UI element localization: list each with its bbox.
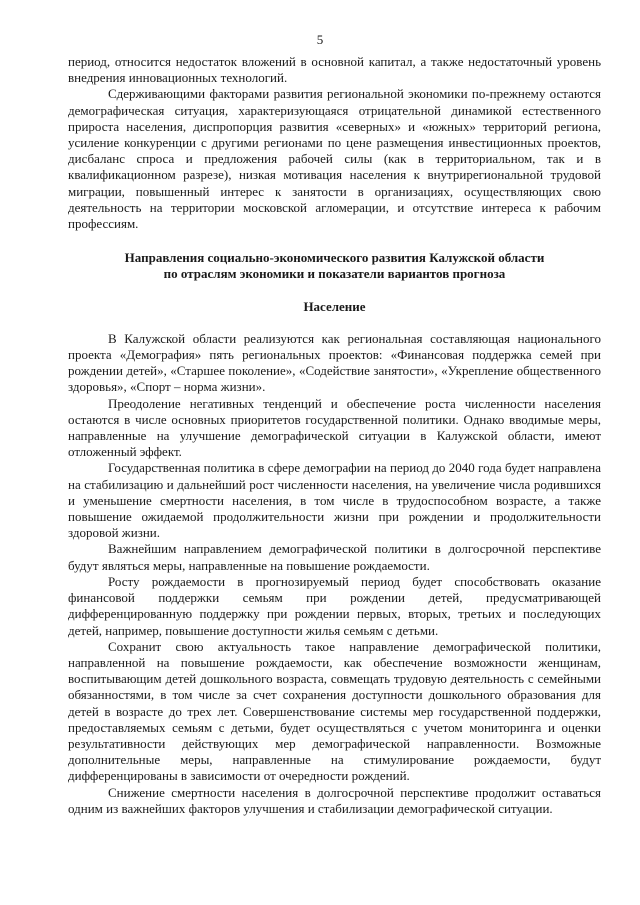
- page-number: 5: [316, 32, 324, 47]
- section-heading-line1: Направления социально-экономического развития Калужской области: [124, 250, 545, 266]
- paragraph-continuation: период, относится недостаток вложений в основной капитал, а также недостаточный уровень внедрения инновационных технологий.: [68, 54, 601, 86]
- paragraph-key-direction: Важнейшим направлением демографической политики в долгосрочной перспективе будут являться меры, направленные на повышение рождаемости.: [68, 541, 601, 573]
- paragraph-demography-policy: Государственная политика в сфере демографии на период до 2040 года будет направлена на стабилизацию и дальнейший рост численности населения, на увеличение числа родившихся и уменьшение смертности населения, в том числе в трудоспособном возрасте, а также повышение ожидаемой продолжительности жизни при рождении и продолжительности здоровой жизни.: [68, 460, 601, 541]
- paragraph-constraints: Сдерживающими факторами развития региональной экономики по-прежнему остаются демографическая ситуация, характеризующаяся отрицательной динамикой естественного прироста населения, диспропорция развития «северных» и «южных» территорий региона, усиление конкуренции с другими регионами по цене размещения инвестиционных проектов, дисбаланс спроса и предложения рабочей силы (как в территориальном, так и в квалификационном разрезе), низкая мотивация населения к внутрирегиональной трудовой миграции, повышенный интерес к занятости в организациях, осуществляющих свою деятельность на территории московской агломерации, и отсутствие интереса к рабочим профессиям.: [68, 86, 601, 232]
- paragraph-mortality: Снижение смертности населения в долгосрочной перспективе продолжит оставаться одним из важнейших факторов улучшения и стабилизации демографической ситуации.: [68, 784, 601, 816]
- subsection-heading: Население: [303, 298, 366, 314]
- section-heading-line2: по отраслям экономики и показатели вариантов прогноза: [163, 266, 506, 282]
- paragraph-regional-projects: В Калужской области реализуются как региональная составляющая национального проекта «Демография» пять региональных проектов: «Финансовая поддержка семей при рождении детей», «Старшее поколение», «Содействие занятости», «Укрепление общественного здоровья», «Спорт – норма жизни».: [68, 330, 601, 395]
- paragraph-birth-rate: Росту рождаемости в прогнозируемый период будет способствовать оказание финансовой поддержки семьям при рождении детей, предусматривающей дифференцированную поддержку при рождении первых, вторых, третьих и последующих детей, например, повышение доступности жилья семьям с детьми.: [68, 573, 601, 638]
- document-body: [68, 54, 601, 817]
- paragraph-family-support: Сохранит свою актуальность такое направление демографической политики, направленной на повышение рождаемости, как обеспечение возможности женщинам, воспитывающим детей дошкольного возраста, совмещать трудовую деятельность с семейными обязанностями, в том числе за счет сохранения доступности дошкольного образования для детей в возрасте до трех лет. Совершенствование системы мер государственной поддержки, предоставляемых семьям с детьми, будет осуществляться с учетом мониторинга и оценки результативности действующих мер демографической направленности. Возможные дополнительные меры, направленные на стимулирование рождаемости, будут дифференцированы в зависимости от очередности рождений.: [68, 638, 601, 784]
- paragraph-negative-trends: Преодоление негативных тенденций и обеспечение роста численности населения остаются в числе основных приоритетов государственной политики. Однако вводимые меры, направленные на улучшение демографической ситуации в Калужской области, имеют отложенный эффект.: [68, 395, 601, 460]
